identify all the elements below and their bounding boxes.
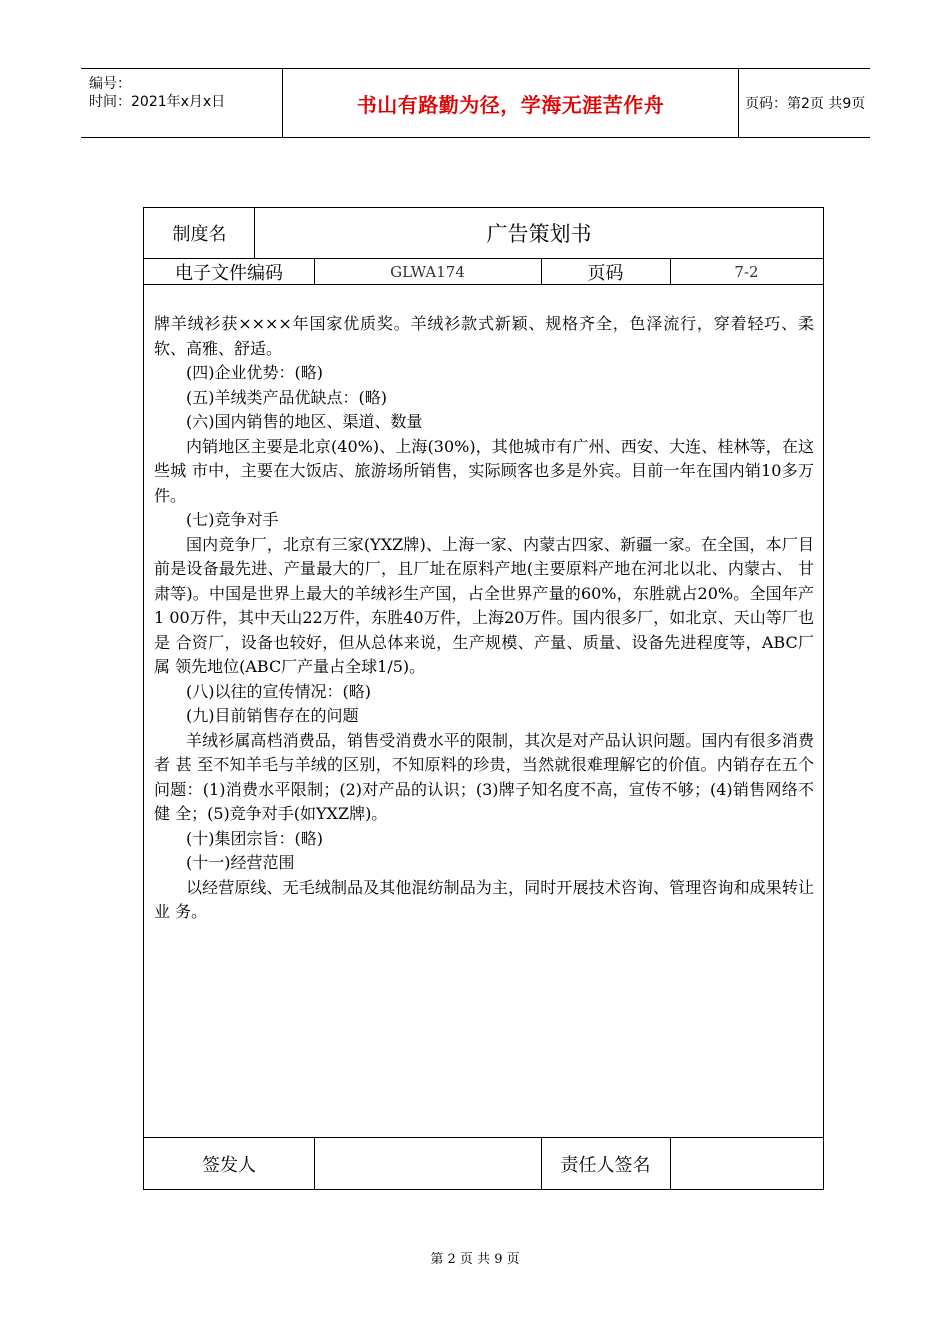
system-name-label: 制度名 [172, 224, 227, 245]
section-heading: (四)企业优势：(略) [186, 363, 323, 382]
issuer-value [314, 1138, 541, 1189]
header-meta [81, 69, 282, 137]
document-body [154, 312, 814, 925]
file-code-value: GLWA174 [390, 262, 465, 281]
divider [541, 1138, 542, 1189]
divider [670, 1138, 671, 1189]
responsible-signature-value [670, 1138, 823, 1189]
document-number-label: 编号： [89, 76, 131, 92]
section-heading: (八)以往的宣传情况：(略) [186, 681, 371, 701]
body-paragraph: 牌羊绒衫获××××年国家优质奖。羊绒衫款式新颖、规格齐全，色泽流行，穿着轻巧、柔软、高雅、舒适。 [154, 314, 814, 358]
page-footer: 第 2 页 共 9 页 [430, 1252, 520, 1267]
divider [314, 1138, 315, 1189]
page-label: 页码 [587, 262, 624, 284]
divider [541, 259, 542, 284]
motto-text: 书山有路勤为径，学海无涯苦作舟 [356, 92, 665, 117]
section-heading: (六)国内销售的地区、渠道、数量 [186, 412, 423, 431]
section-heading: (十)集团宗旨：(略) [186, 828, 323, 848]
divider [144, 284, 823, 285]
divider [314, 259, 315, 284]
page-value: 7-2 [734, 262, 759, 281]
issuer-label: 签发人 [202, 1154, 256, 1176]
file-code-label: 电子文件编码 [175, 262, 283, 284]
body-paragraph: 国内竞争厂，北京有三家(YXZ牌)、上海一家、内蒙古四家、新疆一家。在全国，本厂目 前是设备最先进、产量最大的厂，且厂址在原料产地(主要原料产地在河北以北、内蒙古、 甘 肃等)。中国是世界上最大的羊绒衫生产国，占全世界产量的60%，东胜就占20%。全国年产1 00万件，其中天山22万件，东胜40万件，上海20万件。国内很多厂，如北京、天山等厂也是 合资厂，设备也较好，但从总体来说，生产规模、产量、质量、设备先进程度等，ABC厂属 领先地位(ABC厂产量占全球1/5)。 [154, 534, 814, 676]
header-page-cell [739, 69, 870, 137]
divider [670, 259, 671, 284]
section-heading: (七)竞争对手 [186, 510, 279, 529]
section-heading: (九)目前销售存在的问题 [186, 706, 359, 725]
page-header [81, 68, 870, 138]
section-heading: (五)羊绒类产品优缺点：(略) [186, 387, 387, 407]
header-motto-cell [282, 69, 739, 137]
document-time-label: 时间：2021年x月x日 [89, 94, 226, 110]
section-heading: (十一)经营范围 [186, 853, 295, 872]
body-paragraph: 以经营原线、无毛绒制品及其他混纺制品为主，同时开展技术咨询、管理咨询和成果转让业 务。 [154, 877, 814, 921]
header-page-info: 页码：第2页 共9页 [745, 96, 866, 112]
responsible-signature-label: 责任人签名 [560, 1154, 651, 1176]
system-name-value: 广告策划书 [486, 222, 592, 246]
body-paragraph: 羊绒衫属高档消费品，销售受消费水平的限制，其次是对产品认识问题。国内有很多消费者 甚 至不知羊毛与羊绒的区别，不知原料的珍贵，当然就很难理解它的价值。内销存在五个问题：(1)消费水平限制；(2)对产品的认识；(3)牌子知名度不高，宣传不够；(4)销售网络不健 全；(5)竞争对手(如YXZ牌)。 [154, 730, 814, 823]
divider [254, 208, 255, 258]
document-table [143, 207, 824, 1190]
body-paragraph: 内销地区主要是北京(40%)、上海(30%)，其他城市有广州、西安、大连、桂林等，在这些城 市中，主要在大饭店、旅游场所销售，实际顾客也多是外宾。目前一年在国内销10多万件。 [154, 436, 814, 505]
